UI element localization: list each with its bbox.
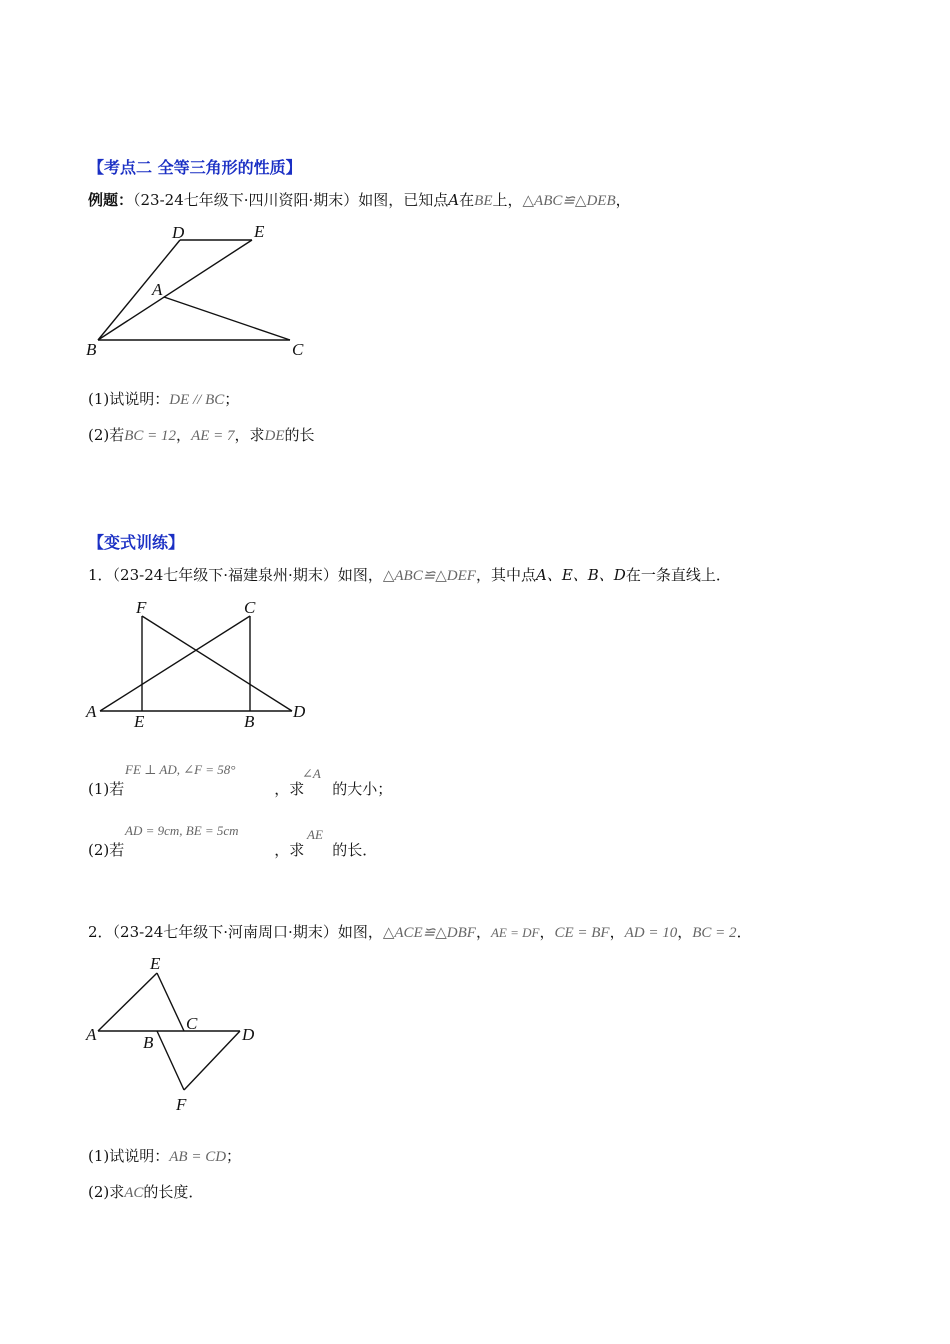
problem1-q2 [88,840,377,860]
label-c: C [292,340,304,359]
problem2-sep3: ， [609,923,625,941]
problem2-cond4: BC = 2 [692,925,737,941]
example-label: 例题： [88,191,134,209]
q2-math3: DE [264,428,285,444]
variant-heading: 【变式训练】 [88,533,185,552]
problem2-cond3: AD = 10 [624,925,678,941]
p2-q2-math: AC [124,1185,144,1201]
label-b: B [86,340,97,359]
problem2-number: 2． [88,923,113,941]
example-on-text2: 上， [492,191,523,209]
p1-q2-prefix: (2)若 [88,841,125,859]
problem2-end: ． [736,923,752,941]
problem1-q2-math: AD = 9cm, BE = 5cm [125,823,239,838]
segment-bd [98,240,180,340]
problem2-sep1: ， [475,923,491,941]
segment-ac [164,297,290,340]
segment-fd [184,1031,240,1090]
problem1-figure [80,592,330,732]
problem1-statement [88,565,731,586]
problem1-q1-math: FE ⊥ AD, ∠F = 58° [125,762,236,777]
label-c: C [244,598,256,617]
label-e: E [150,954,161,973]
example-statement [88,190,631,211]
p1-q1-suffix: 的大小； [332,780,393,798]
problem1-q2-math2: AE [307,827,323,842]
p2-q2-suffix: 的长度． [143,1183,204,1201]
segment-ec [157,973,184,1031]
segment-ae [98,973,157,1031]
segment-fd [142,616,292,711]
problem1-source: （23-24七年级下·福建泉州·期末）如图， [112,566,383,584]
segment-eb [98,240,252,340]
label-a: A [86,702,97,721]
p1-q1-prefix: (1)若 [88,780,125,798]
problem1-congruence: △ABC≌△DEF [382,568,476,584]
segment-bf [157,1031,184,1090]
p2-q2-prefix: (2)求 [88,1183,125,1201]
label-b: B [244,712,255,731]
q2-math2: AE = 7 [191,428,235,444]
example-comma: ， [615,191,631,209]
example-point: A [448,191,460,209]
label-f: F [176,1095,187,1114]
label-d: D [172,223,185,242]
segment-ac [100,616,250,711]
problem1-text-end: 在一条直线上． [625,566,731,584]
q1-math: DE // BC [169,392,225,408]
q2-suffix: 的长 [284,426,315,444]
example-figure [80,218,350,363]
example-source: （23-24七年级下·四川资阳·期末）如图，已知点 [133,191,449,209]
p1-q1-mid: ，求 [274,780,305,798]
example-congruence: △ABC≌△DEB [522,193,616,209]
p1-q2-mid: ，求 [274,841,305,859]
problem2-sep2: ， [539,923,555,941]
problem2-q1 [88,1146,241,1167]
problem2-figure [80,950,280,1115]
q1-suffix: ； [224,390,240,408]
problem1-points: A、E、B、D [535,566,626,584]
label-e: E [134,712,145,731]
label-b: B [143,1033,154,1052]
problem1-text-after: ，其中点 [475,566,536,584]
problem2-congruence: △ACE≌△DBF [382,925,476,941]
problem1-q1 [88,779,392,799]
q2-prefix: (2)若 [88,426,125,444]
p2-q1-prefix: (1)试说明： [88,1147,170,1165]
q2-sep: ， [176,426,192,444]
label-a: A [86,1025,97,1044]
label-d: D [242,1025,255,1044]
problem1-number: 1． [88,566,113,584]
label-a: A [152,280,163,299]
problem2-source: （23-24七年级下·河南周口·期末）如图， [112,923,383,941]
label-c: C [186,1014,198,1033]
p2-q1-suffix: ； [226,1147,242,1165]
p1-q2-suffix: 的长． [332,841,378,859]
problem2-q2 [88,1182,203,1203]
q2-mid: ，求 [234,426,265,444]
problem2-statement [88,922,752,943]
label-d: D [293,702,306,721]
p2-q1-math: AB = CD [169,1149,227,1165]
problem1-q1-math2: ∠A [302,766,321,781]
label-e: E [254,222,265,241]
section-heading: 【考点二 全等三角形的性质】 [88,158,302,177]
example-q1 [88,389,239,410]
example-q2 [88,425,315,446]
label-f: F [136,598,147,617]
problem2-cond1: AE = DF [490,925,540,940]
example-on-text: 在 [459,191,475,209]
q1-prefix: (1)试说明： [88,390,170,408]
problem2-cond2: CE = BF [554,925,610,941]
q2-math1: BC = 12 [124,428,177,444]
example-segment: BE [474,193,493,209]
problem2-sep4: ， [677,923,693,941]
